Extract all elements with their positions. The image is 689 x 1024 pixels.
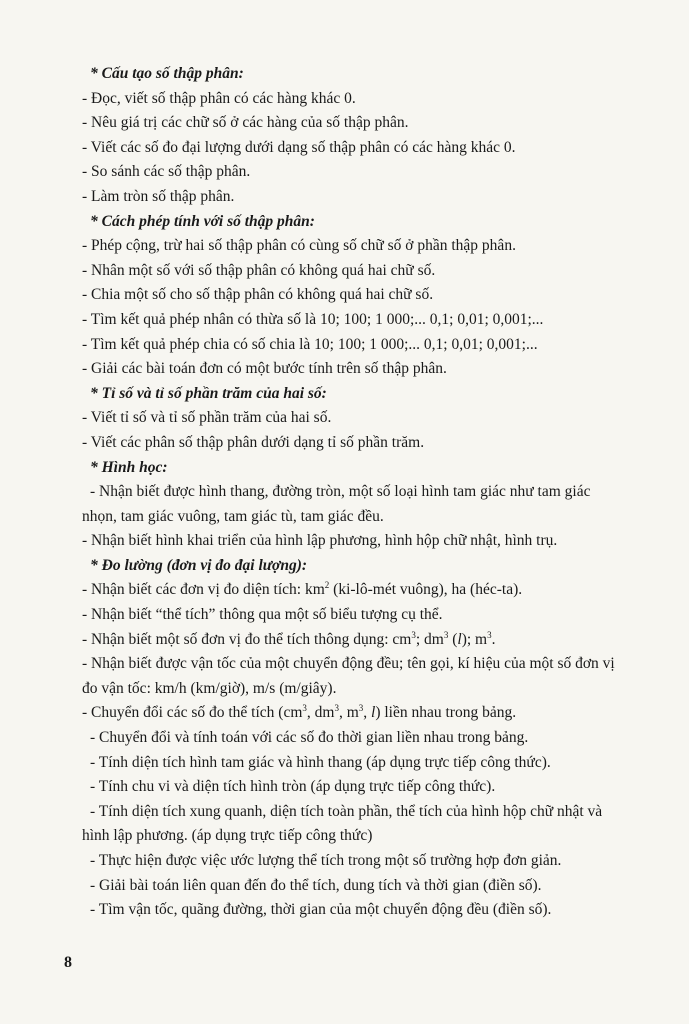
list-item: - Tính chu vi và diện tích hình tròn (áp dụng trực tiếp công thức).: [90, 778, 496, 796]
list-item: - Phép cộng, trừ hai số thập phân có cùng số chữ số ở phần thập phân.: [82, 237, 516, 255]
text: ,: [363, 704, 372, 722]
list-item: - Làm tròn số thập phân.: [82, 187, 235, 205]
text: .: [491, 630, 496, 648]
list-item: - Viết tỉ số và tỉ số phần trăm của hai số.: [82, 409, 332, 427]
hinh-hoc-item-1: - Nhận biết được hình thang, đường tròn, một số loại hình tam giác như tam giác nhọn, tam giác vuông, tam giác tù, tam giác đều.: [82, 483, 591, 525]
list-item: - Giải các bài toán đơn có một bước tính trên số thập phân.: [82, 360, 447, 378]
list-item: [82, 578, 627, 603]
text: - Chuyển đổi các số đo thể tích (cm: [82, 704, 303, 722]
text: (ki-lô-mét vuông), ha (héc-ta).: [329, 581, 523, 599]
list-item: [82, 480, 627, 529]
list-item: - Nhân một số với số thập phân có không quá hai chữ số.: [82, 261, 436, 279]
page-number: 8: [64, 954, 72, 971]
list-item: - Viết các số đo đại lượng dưới dạng số thập phân có các hàng khác 0.: [82, 138, 516, 156]
list-item: - Chia một số cho số thập phân có không quá hai chữ số.: [82, 286, 434, 304]
superscript: 3: [302, 703, 307, 714]
list-item: - Nêu giá trị các chữ số ở các hàng của số thập phân.: [82, 114, 409, 132]
superscript: 3: [358, 703, 364, 714]
list-item: - Thực hiện được việc ước lượng thể tích trong một số trường hợp đơn giản.: [90, 852, 562, 869]
list-item: - Tìm kết quả phép chia có số chia là 10; 100; 1 000;... 0,1; 0,01; 0,001;...: [82, 335, 538, 353]
text: (: [448, 630, 458, 648]
list-item: - Tìm kết quả phép nhân có thừa số là 10; 100; 1 000;... 0,1; 0,01; 0,001;...: [82, 310, 544, 328]
superscript: 3: [411, 629, 416, 640]
list-item: - Tìm vận tốc, quãng đường, thời gian của một chuyển động đều (điền số).: [90, 901, 552, 919]
list-item: - Nhận biết “thể tích” thông qua một số biểu tượng cụ thể.: [82, 606, 443, 624]
superscript: 2: [324, 580, 330, 591]
superscript: 3: [443, 629, 449, 640]
text: ); m: [461, 630, 488, 648]
document-body: [82, 62, 627, 923]
heading-cau-tao: * Cấu tạo số thập phân:: [90, 65, 244, 82]
list-item: [82, 628, 627, 653]
text: - Nhận biết một số đơn vị đo thể tích thông dụng: cm: [82, 630, 412, 648]
superscript: 3: [487, 629, 492, 640]
list-item: [82, 800, 627, 849]
heading-phep-tinh: * Cách phép tính với số thập phân:: [90, 212, 315, 230]
text: - Nhận biết các đơn vị đo diện tích: km: [82, 581, 325, 599]
list-item: - Viết các phân số thập phân dưới dạng tỉ số phần trăm.: [82, 433, 425, 451]
list-item: - Giải bài toán liên quan đến đo thể tích, dung tích và thời gian (điền số).: [90, 876, 542, 894]
van-toc-text: - Nhận biết được vận tốc của một chuyển động đều; tên gọi, kí hiệu của một số đơn vị đo vận tốc: km/h (km/giờ), m/s (m/giây).: [82, 655, 615, 697]
list-item: - Tính diện tích hình tam giác và hình thang (áp dụng trực tiếp công thức).: [90, 753, 551, 771]
heading-ti-so: * Tỉ số và tỉ số phần trăm của hai số:: [90, 384, 327, 402]
heading-do-luong: * Đo lường (đơn vị đo đại lượng):: [90, 556, 308, 574]
xung-quanh-text: - Tính diện tích xung quanh, diện tích toàn phần, thể tích của hình hộp chữ nhật và hình lập phương. (áp dụng trực tiếp công thức): [82, 802, 603, 845]
list-item: - Nhận biết hình khai triển của hình lập phương, hình hộp chữ nhật, hình trụ.: [82, 532, 558, 550]
superscript: 3: [334, 703, 339, 714]
text: , dm: [306, 704, 335, 722]
liter-symbol: l: [371, 704, 376, 722]
list-item: [82, 652, 627, 701]
list-item: - Đọc, viết số thập phân có các hàng khác 0.: [82, 89, 356, 107]
text: , m: [338, 704, 359, 722]
heading-hinh-hoc: * Hình học:: [90, 458, 168, 476]
list-item: - Chuyển đổi và tính toán với các số đo thời gian liền nhau trong bảng.: [90, 729, 529, 747]
liter-symbol: l: [457, 630, 462, 648]
list-item: - So sánh các số thập phân.: [82, 163, 251, 181]
text: ) liền nhau trong bảng.: [375, 704, 517, 722]
list-item: [82, 701, 627, 726]
text: ; dm: [415, 630, 444, 648]
